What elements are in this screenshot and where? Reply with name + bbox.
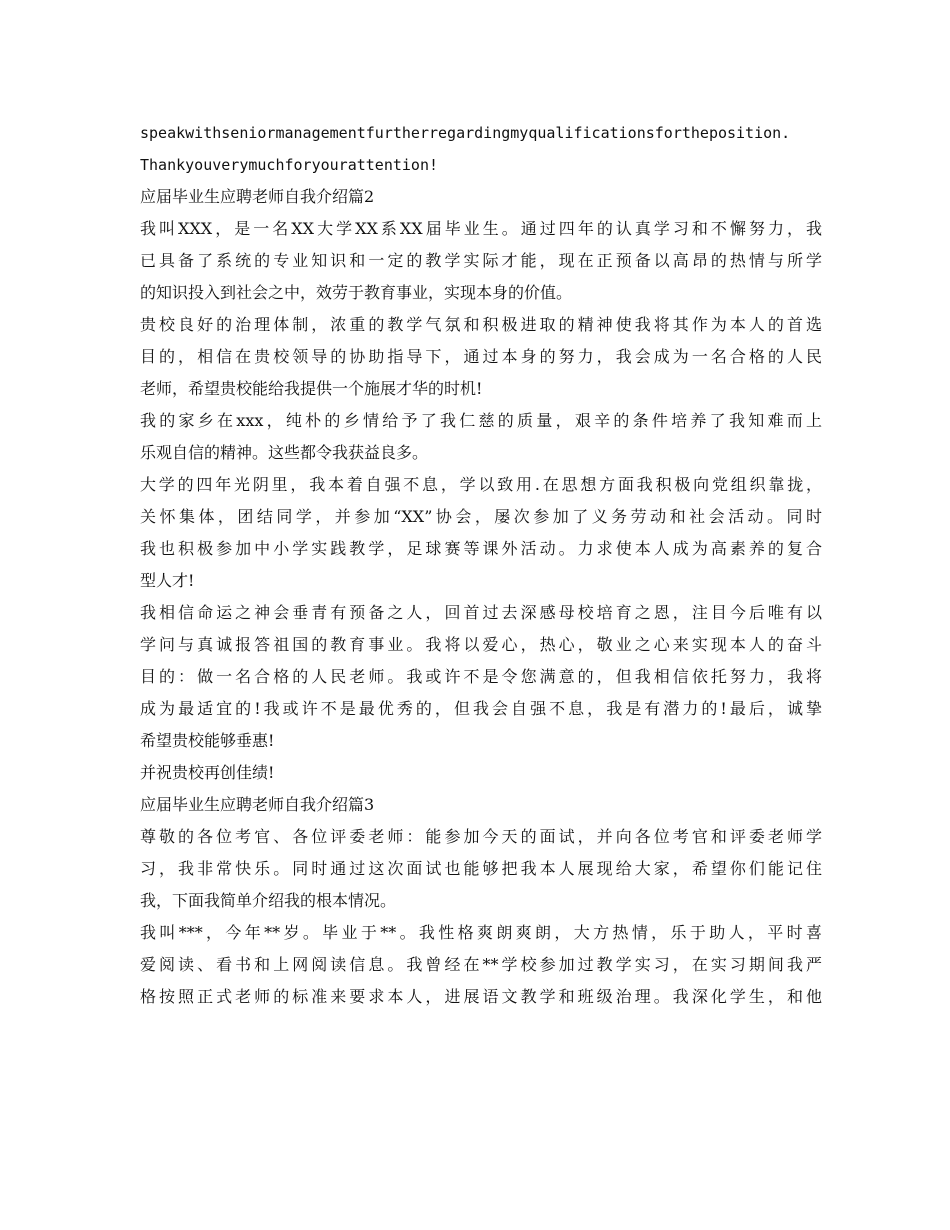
text-line: 贵校良好的治理体制，浓重的教学气氛和积极进取的精神使我将其作为本人的首选 — [140, 315, 822, 334]
text-line: 目的：做一名合格的人民老师。我或许不是令您满意的，但我相信依托努力，我将 — [140, 667, 822, 686]
section-heading: 应届毕业生应聘老师自我介绍篇2 — [140, 187, 375, 206]
text-line: 老师，希望贵校能给我提供一个施展才华的时机! — [140, 379, 483, 398]
section-heading: 应届毕业生应聘老师自我介绍篇3 — [140, 795, 375, 814]
text-line: 并祝贵校再创佳绩! — [140, 763, 275, 782]
text-line: 已具备了系统的专业知识和一定的教学实际才能，现在正预备以高昂的热情与所学 — [140, 251, 822, 270]
text-line: 我也积极参加中小学实践教学，足球赛等课外活动。力求使本人成为高素养的复合 — [140, 539, 822, 558]
text-line: 尊敬的各位考官、各位评委老师：能参加今天的面试，并向各位考官和评委老师学 — [140, 827, 822, 846]
text-line: 乐观自信的精神。这些都令我获益良多。 — [140, 443, 429, 462]
text-line: 我叫***，今年**岁。毕业于**。我性格爽朗爽朗，大方热情，乐于助人，平时喜 — [140, 923, 822, 942]
text-line: 大学的四年光阴里，我本着自强不息，学以致用.在思想方面我积极向党组织靠拢， — [140, 475, 822, 494]
text-line: 我相信命运之神会垂青有预备之人，回首过去深感母校培育之恩，注目今后唯有以 — [140, 603, 822, 622]
text-line: 爱阅读、看书和上网阅读信息。我曾经在**学校参加过教学实习，在实习期间我严 — [140, 955, 822, 974]
text-line: Thankyouverymuchforyourattention! — [140, 156, 439, 174]
text-line: 成为最适宜的!我或许不是最优秀的，但我会自强不息，我是有潜力的!最后，诚挚 — [140, 699, 822, 718]
text-line: 学问与真诚报答祖国的教育事业。我将以爱心，热心，敬业之心来实现本人的奋斗 — [140, 635, 822, 654]
text-line: 我，下面我简单介绍我的根本情况。 — [140, 891, 397, 910]
text-line: 目的，相信在贵校领导的协助指导下，通过本身的努力，我会成为一名合格的人民 — [140, 347, 822, 366]
text-line: 我叫XXX，是一名XX大学XX系XX届毕业生。通过四年的认真学习和不懈努力，我 — [140, 219, 822, 238]
text-line: speakwithseniormanagementfurtherregardingmyqualificationsfortheposition. — [140, 124, 791, 142]
text-line: 关怀集体，团结同学，并参加“XX”协会，屡次参加了义务劳动和社会活动。同时 — [140, 507, 822, 526]
text-line: 希望贵校能够垂惠! — [140, 731, 275, 750]
document-body — [140, 117, 822, 1013]
text-line: 的知识投入到社会之中，效劳于教育事业，实现本身的价值。 — [140, 283, 573, 302]
text-line: 习，我非常快乐。同时通过这次面试也能够把我本人展现给大家，希望你们能记住 — [140, 859, 822, 878]
text-line: 我的家乡在xxx，纯朴的乡情给予了我仁慈的质量，艰辛的条件培养了我知难而上 — [140, 411, 822, 430]
text-line: 格按照正式老师的标准来要求本人，进展语文教学和班级治理。我深化学生，和他 — [140, 987, 822, 1006]
text-line: 型人才! — [140, 571, 195, 590]
